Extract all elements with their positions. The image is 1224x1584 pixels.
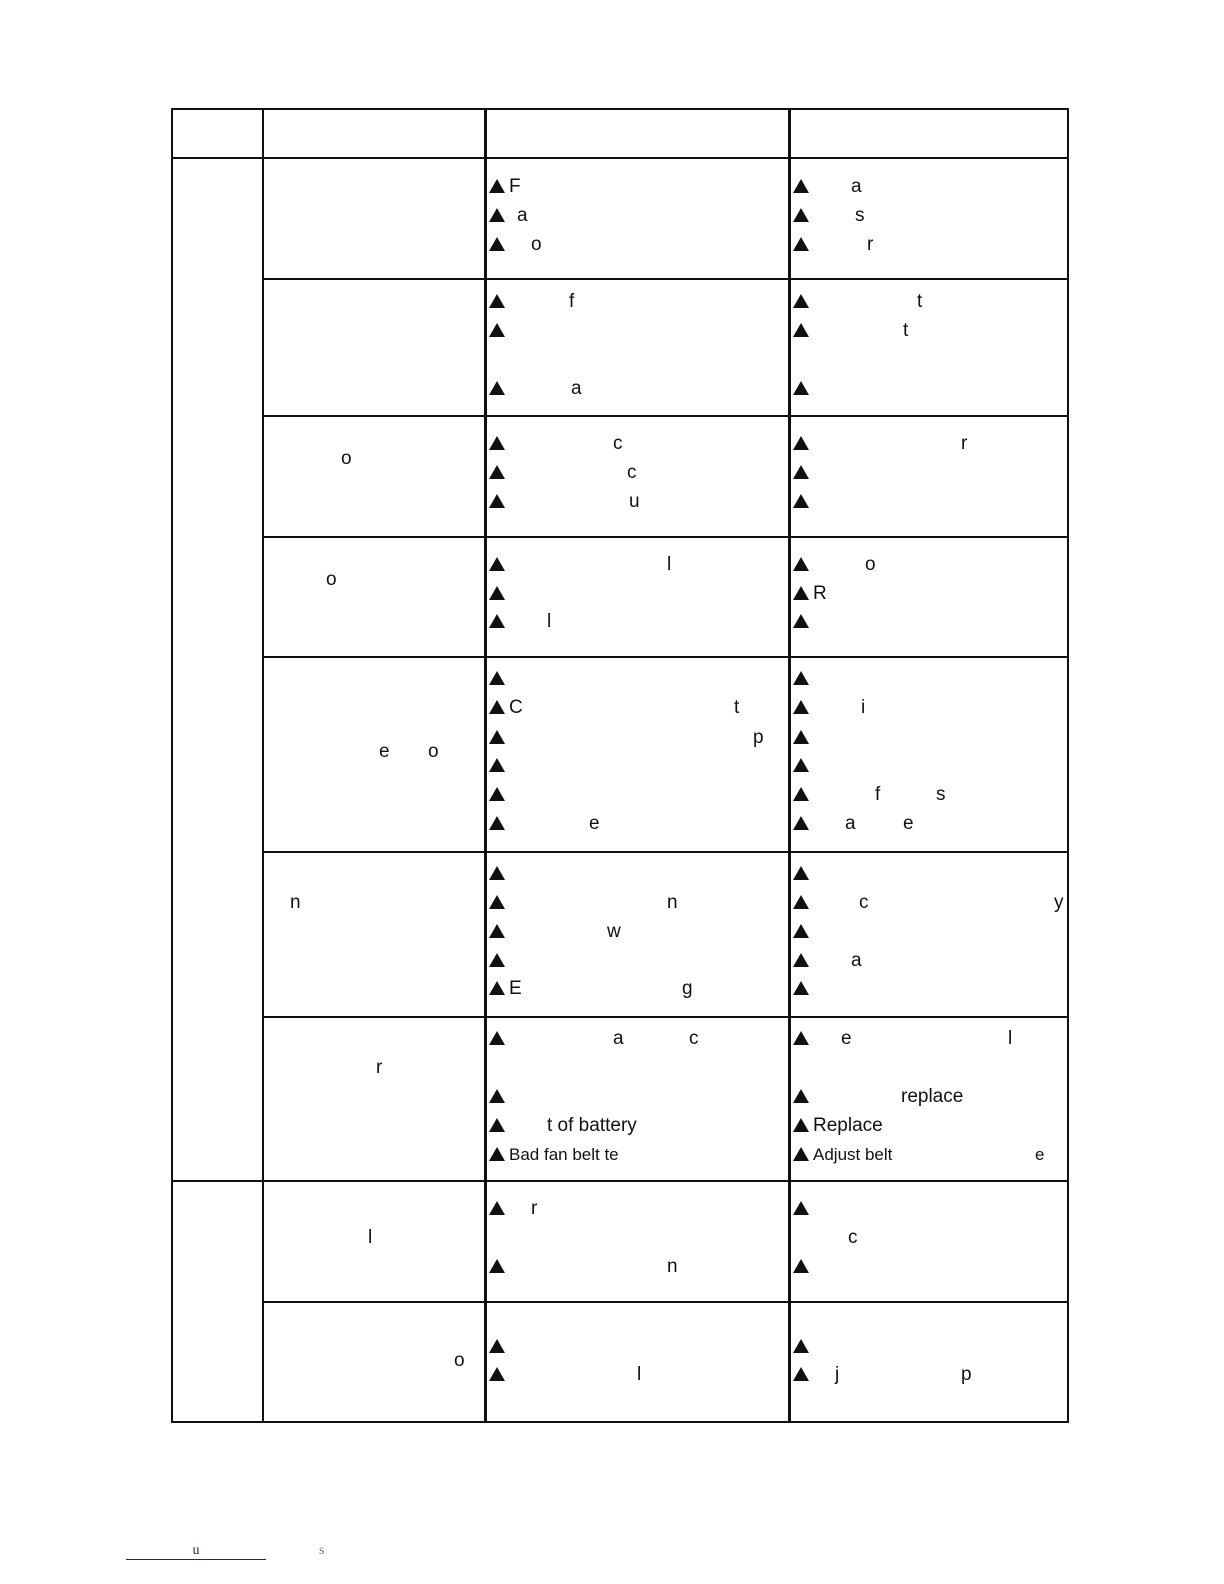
bullet-triangle-icon [489,1147,505,1161]
bullet-triangle-icon [793,1118,809,1132]
cause-text: c [613,433,623,454]
remedy-text: r [867,234,874,255]
cause-cell [486,1302,790,1422]
bullet-triangle-icon [793,1339,809,1353]
bullet-triangle-icon [489,1118,505,1132]
symptom-cell [263,1302,486,1422]
bullet-triangle-icon [793,816,809,830]
bullet-triangle-icon [793,494,809,508]
cause-text: F [509,176,521,197]
bullet-triangle-icon [793,1259,809,1273]
cause-text: t of battery [547,1115,637,1136]
symptom-text: r [376,1057,383,1078]
bullet-triangle-icon [489,981,505,995]
symptom-text: o [454,1350,465,1371]
bullet-triangle-icon [793,1147,809,1161]
table-row [172,158,1068,279]
remedy-text: r [961,433,968,454]
symptom-cell [263,1017,486,1181]
remedy-text: f [875,784,881,805]
remedy-text: s [855,205,865,226]
bullet-triangle-icon [489,465,505,479]
symptom-text: l [368,1227,373,1248]
symptom-cell [263,158,486,279]
header-cell [172,109,263,158]
remedy-text: e [1035,1145,1045,1164]
remedy-text: c [848,1227,858,1248]
footer-text: s [319,1543,325,1558]
cause-text: f [569,291,575,312]
remedy-text: c [859,892,869,913]
cause-cell [486,158,790,279]
bullet-triangle-icon [489,953,505,967]
cause-text: r [531,1198,538,1219]
bullet-triangle-icon [793,586,809,600]
bullet-triangle-icon [489,816,505,830]
remedy-cell [790,416,1069,537]
bullet-triangle-icon [489,557,505,571]
cause-cell [486,1017,790,1181]
bullet-triangle-icon [489,1367,505,1381]
cause-text: C [509,697,523,718]
bullet-triangle-icon [793,614,809,628]
table-row [172,416,1068,537]
cause-cell [486,279,790,416]
cause-cell [486,852,790,1017]
bullet-triangle-icon [793,1089,809,1103]
header-cell [486,109,790,158]
bullet-triangle-icon [793,436,809,450]
bullet-triangle-icon [793,179,809,193]
bullet-triangle-icon [793,294,809,308]
bullet-triangle-icon [489,237,505,251]
bullet-triangle-icon [793,953,809,967]
cause-text: l [667,554,672,575]
remedy-text: s [936,784,946,805]
bullet-triangle-icon [793,895,809,909]
bullet-triangle-icon [793,323,809,337]
bullet-triangle-icon [489,1339,505,1353]
cause-text: E [509,978,522,999]
symptom-text: n [290,892,301,913]
cause-text: e [589,813,600,834]
bullet-triangle-icon [489,436,505,450]
cause-cell [486,1181,790,1302]
bullet-triangle-icon [489,381,505,395]
remedy-text: a [851,950,862,971]
bullet-triangle-icon [489,494,505,508]
bullet-triangle-icon [489,671,505,685]
table-row [172,1302,1068,1422]
bullet-triangle-icon [793,671,809,685]
bullet-triangle-icon [793,237,809,251]
remedy-text: y [1054,892,1064,913]
symptom-text: e [379,741,390,762]
cause-text: w [607,921,621,942]
table-row [172,1017,1068,1181]
cause-cell [486,416,790,537]
bullet-triangle-icon [793,730,809,744]
cause-text: u [629,491,640,512]
cause-text: a [517,205,528,226]
table-header-row [172,109,1068,158]
remedy-text: p [961,1364,972,1385]
footer-link[interactable]: u [126,1543,266,1560]
header-cell [790,109,1069,158]
cause-text: a [613,1028,624,1049]
remedy-cell [790,279,1069,416]
bullet-triangle-icon [489,1259,505,1273]
remedy-text: R [813,583,827,604]
cause-text: p [753,727,764,748]
remedy-text: replace [901,1086,964,1107]
remedy-cell [790,852,1069,1017]
table-row [172,852,1068,1017]
symptom-cell [263,657,486,852]
cause-cell [486,657,790,852]
cause-text: n [667,1256,678,1277]
group-cell [172,1181,263,1422]
remedy-text: l [1008,1028,1013,1049]
bullet-triangle-icon [489,787,505,801]
bullet-triangle-icon [489,323,505,337]
remedy-text: a [851,176,862,197]
table-row [172,279,1068,416]
bullet-triangle-icon [793,866,809,880]
bullet-triangle-icon [489,614,505,628]
remedy-text: t [917,291,923,312]
remedy-text: e [841,1028,852,1049]
bullet-triangle-icon [489,208,505,222]
cause-text: n [667,892,678,913]
bullet-triangle-icon [793,1201,809,1215]
cause-text: l [637,1364,642,1385]
cause-text: c [689,1028,699,1049]
bullet-triangle-icon [793,981,809,995]
bullet-triangle-icon [489,1089,505,1103]
table-row [172,537,1068,657]
cause-text: l [547,611,552,632]
bullet-triangle-icon [793,758,809,772]
bullet-triangle-icon [489,758,505,772]
bullet-triangle-icon [793,208,809,222]
symptom-cell [263,852,486,1017]
cause-text: o [531,234,542,255]
bullet-triangle-icon [793,1031,809,1045]
bullet-triangle-icon [489,1031,505,1045]
bullet-triangle-icon [793,465,809,479]
remedy-cell [790,158,1069,279]
remedy-text: i [861,697,866,718]
troubleshooting-table [171,108,1069,1423]
cause-text: g [682,978,693,999]
symptom-cell [263,279,486,416]
cause-text: t [734,697,740,718]
group-cell [172,158,263,1181]
cause-cell [486,537,790,657]
remedy-text: Replace [813,1115,883,1136]
bullet-triangle-icon [489,1201,505,1215]
bullet-triangle-icon [489,700,505,714]
symptom-text: o [428,741,439,762]
remedy-text: e [903,813,914,834]
remedy-cell [790,657,1069,852]
bullet-triangle-icon [489,730,505,744]
bullet-triangle-icon [793,700,809,714]
symptom-cell [263,537,486,657]
symptom-cell [263,1181,486,1302]
remedy-text: o [865,554,876,575]
bullet-triangle-icon [489,895,505,909]
bullet-triangle-icon [489,924,505,938]
remedy-text: a [845,813,856,834]
bullet-triangle-icon [489,179,505,193]
header-cell [263,109,486,158]
bullet-triangle-icon [793,924,809,938]
bullet-triangle-icon [793,557,809,571]
bullet-triangle-icon [489,294,505,308]
remedy-cell [790,1302,1069,1422]
symptom-cell [263,416,486,537]
bullet-triangle-icon [793,787,809,801]
bullet-triangle-icon [489,586,505,600]
remedy-cell [790,537,1069,657]
remedy-cell [790,1017,1069,1181]
cause-text: a [571,378,582,399]
bullet-triangle-icon [793,1367,809,1381]
remedy-text: Adjust belt [813,1145,893,1164]
symptom-text: o [341,448,352,469]
remedy-cell [790,1181,1069,1302]
table-row [172,1181,1068,1302]
cause-text: Bad fan belt te [509,1145,619,1164]
remedy-text: j [835,1364,840,1385]
bullet-triangle-icon [793,381,809,395]
remedy-text: t [903,320,909,341]
bullet-triangle-icon [489,866,505,880]
cause-text: c [627,462,637,483]
symptom-text: o [326,569,337,590]
table-row [172,657,1068,852]
